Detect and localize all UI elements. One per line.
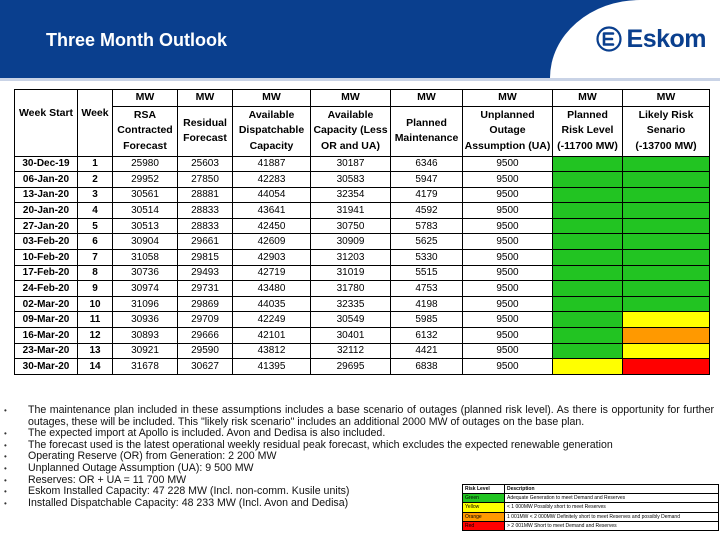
date-cell: 16-Mar-20 <box>15 328 78 344</box>
unit-cell: MW <box>391 90 463 107</box>
date-cell: 09-Mar-20 <box>15 312 78 328</box>
assumption-item: • Installed Dispatchable Capacity: 48 233 MW (Incl. Avon and Dedisa) <box>4 498 464 510</box>
avail_disp-cell: 42101 <box>233 328 311 344</box>
column-header <box>113 106 178 156</box>
residual-cell: 29815 <box>178 250 233 266</box>
unit-cell: MW <box>553 90 623 107</box>
avail_disp-cell: 42450 <box>233 218 311 234</box>
table-row <box>15 296 710 312</box>
column-header-line: Week <box>81 107 109 119</box>
ua-cell: 9500 <box>463 172 553 188</box>
planned-cell: 5985 <box>391 312 463 328</box>
date-cell: 03-Feb-20 <box>15 234 78 250</box>
header-banner <box>0 0 720 78</box>
planned-risk-cell <box>553 312 623 328</box>
avail_disp-cell: 43641 <box>233 203 311 219</box>
week-cell: 9 <box>78 281 113 297</box>
unit-cell: MW <box>311 90 391 107</box>
table-row <box>15 281 710 297</box>
table-row <box>15 203 710 219</box>
avail_disp-cell: 42609 <box>233 234 311 250</box>
column-header <box>553 106 623 156</box>
rsa-cell: 31096 <box>113 296 178 312</box>
residual-cell: 25603 <box>178 156 233 172</box>
risk-legend-table <box>462 484 719 531</box>
ua-cell: 9500 <box>463 218 553 234</box>
likely-risk-cell <box>623 312 710 328</box>
likely-risk-cell <box>623 250 710 266</box>
unit-cell <box>15 90 78 107</box>
column-header-line: Available <box>248 108 295 121</box>
date-cell: 06-Jan-20 <box>15 172 78 188</box>
unit-cell: MW <box>623 90 710 107</box>
column-header <box>463 106 553 156</box>
date-cell: 20-Jan-20 <box>15 203 78 219</box>
column-header-line: Forecast <box>123 139 167 152</box>
residual-cell: 29666 <box>178 328 233 344</box>
column-header-line: Likely Risk <box>638 108 694 121</box>
ua-cell: 9500 <box>463 359 553 375</box>
planned-cell: 6346 <box>391 156 463 172</box>
legend-description-cell: < 1 000MW Possibly short to meet Reserves <box>505 503 719 512</box>
column-header <box>15 106 78 156</box>
column-header-line: Outage <box>489 124 526 137</box>
likely-risk-cell <box>623 296 710 312</box>
column-header <box>178 106 233 156</box>
week-cell: 14 <box>78 359 113 375</box>
column-header-line: Assumption (UA) <box>464 139 551 152</box>
logo-text: Eskom <box>626 24 706 53</box>
avail_disp-cell: 43812 <box>233 343 311 359</box>
planned-cell: 4198 <box>391 296 463 312</box>
likely-risk-cell <box>623 156 710 172</box>
planned-risk-cell <box>553 218 623 234</box>
likely-risk-cell <box>623 328 710 344</box>
table-row <box>15 265 710 281</box>
column-header-line: Planned <box>567 108 608 121</box>
residual-cell: 29661 <box>178 234 233 250</box>
legend-description-cell: Adequate Generation to meet Demand and Reserves <box>505 494 719 503</box>
avail_less-cell: 32335 <box>311 296 391 312</box>
column-header-line: Available <box>327 108 374 121</box>
avail_less-cell: 30401 <box>311 328 391 344</box>
assumption-item: • Eskom Installed Capacity: 47 228 MW (Incl. non-comm. Kusile units) <box>4 486 464 498</box>
table-row <box>15 343 710 359</box>
planned-cell: 6132 <box>391 328 463 344</box>
week-cell: 4 <box>78 203 113 219</box>
legend-row <box>463 494 719 503</box>
legend-row <box>463 512 719 521</box>
column-header <box>233 106 311 156</box>
column-header <box>78 106 113 156</box>
rsa-cell: 30561 <box>113 187 178 203</box>
unit-cell: MW <box>233 90 311 107</box>
table-row <box>15 359 710 375</box>
date-cell: 02-Mar-20 <box>15 296 78 312</box>
residual-cell: 29869 <box>178 296 233 312</box>
assumption-item: • The maintenance plan included in these assumptions includes a base scenario of outages (planned risk level). As there is opportunity for further outages, these will be included. This "likely risk scenario" includes an additional 2000 MW of outages on the base plan. <box>4 405 714 428</box>
residual-cell: 29493 <box>178 265 233 281</box>
eskom-logo <box>596 24 706 54</box>
planned-risk-cell <box>553 187 623 203</box>
residual-cell: 28881 <box>178 187 233 203</box>
ua-cell: 9500 <box>463 234 553 250</box>
rsa-cell: 30904 <box>113 234 178 250</box>
likely-risk-cell <box>623 265 710 281</box>
legend-level-cell: Green <box>463 494 505 503</box>
legend-level-cell: Orange <box>463 512 505 521</box>
rsa-cell: 30513 <box>113 218 178 234</box>
week-cell: 6 <box>78 234 113 250</box>
planned-risk-cell <box>553 234 623 250</box>
avail_less-cell: 29695 <box>311 359 391 375</box>
column-header-line: Risk Level <box>561 124 614 137</box>
planned-risk-cell <box>553 296 623 312</box>
ua-cell: 9500 <box>463 250 553 266</box>
outlook-table <box>14 89 710 375</box>
header-row <box>15 106 710 156</box>
date-cell: 23-Mar-20 <box>15 343 78 359</box>
unit-cell: MW <box>113 90 178 107</box>
week-cell: 10 <box>78 296 113 312</box>
avail_less-cell: 30187 <box>311 156 391 172</box>
legend-row <box>463 521 719 530</box>
planned-risk-cell <box>553 328 623 344</box>
planned-risk-cell <box>553 156 623 172</box>
ua-cell: 9500 <box>463 156 553 172</box>
planned-cell: 4753 <box>391 281 463 297</box>
column-header-line: Capacity (Less <box>313 124 388 137</box>
outlook-table-container <box>14 89 709 375</box>
planned-risk-cell <box>553 250 623 266</box>
rsa-cell: 25980 <box>113 156 178 172</box>
likely-risk-cell <box>623 343 710 359</box>
legend-header-cell: Description <box>505 485 719 494</box>
unit-cell: MW <box>178 90 233 107</box>
planned-cell: 4179 <box>391 187 463 203</box>
avail_disp-cell: 42903 <box>233 250 311 266</box>
date-cell: 10-Feb-20 <box>15 250 78 266</box>
column-header-line: Contracted <box>117 124 173 137</box>
residual-cell: 29590 <box>178 343 233 359</box>
week-cell: 2 <box>78 172 113 188</box>
column-header-line: (-13700 MW) <box>635 139 697 152</box>
column-header-line: Capacity <box>249 139 294 152</box>
unit-cell: MW <box>463 90 553 107</box>
ua-cell: 9500 <box>463 187 553 203</box>
planned-risk-cell <box>553 343 623 359</box>
column-header-line: Residual <box>183 116 227 129</box>
avail_disp-cell: 41887 <box>233 156 311 172</box>
likely-risk-cell <box>623 203 710 219</box>
avail_disp-cell: 44054 <box>233 187 311 203</box>
residual-cell: 27850 <box>178 172 233 188</box>
ua-cell: 9500 <box>463 265 553 281</box>
planned-cell: 4421 <box>391 343 463 359</box>
column-header <box>311 106 391 156</box>
date-cell: 13-Jan-20 <box>15 187 78 203</box>
likely-risk-cell <box>623 281 710 297</box>
date-cell: 24-Feb-20 <box>15 281 78 297</box>
planned-risk-cell <box>553 203 623 219</box>
legend-level-cell: Yellow <box>463 503 505 512</box>
assumption-item: • The expected import at Apollo is included. Avon and Dedisa is also included. <box>4 428 714 440</box>
column-header <box>623 106 710 156</box>
avail_disp-cell: 42249 <box>233 312 311 328</box>
rsa-cell: 30974 <box>113 281 178 297</box>
legend-description-cell: 1 001MW < 2 000MW Definitely short to meet Reserves and possibly Demand <box>505 512 719 521</box>
table-row <box>15 250 710 266</box>
planned-cell: 5783 <box>391 218 463 234</box>
column-header-line: Unplanned <box>480 108 535 121</box>
avail_less-cell: 31780 <box>311 281 391 297</box>
avail_disp-cell: 41395 <box>233 359 311 375</box>
avail_less-cell: 31941 <box>311 203 391 219</box>
likely-risk-cell <box>623 234 710 250</box>
planned-risk-cell <box>553 265 623 281</box>
date-cell: 30-Mar-20 <box>15 359 78 375</box>
planned-cell: 5515 <box>391 265 463 281</box>
rsa-cell: 31058 <box>113 250 178 266</box>
column-header-line: (-11700 MW) <box>557 139 618 152</box>
ua-cell: 9500 <box>463 203 553 219</box>
rsa-cell: 29952 <box>113 172 178 188</box>
planned-cell: 4592 <box>391 203 463 219</box>
avail_disp-cell: 42283 <box>233 172 311 188</box>
planned-risk-cell <box>553 359 623 375</box>
ua-cell: 9500 <box>463 281 553 297</box>
week-cell: 12 <box>78 328 113 344</box>
residual-cell: 30627 <box>178 359 233 375</box>
table-row <box>15 328 710 344</box>
unit-cell <box>78 90 113 107</box>
table-row <box>15 234 710 250</box>
week-cell: 3 <box>78 187 113 203</box>
likely-risk-cell <box>623 218 710 234</box>
residual-cell: 29709 <box>178 312 233 328</box>
legend-header-cell: Risk Level <box>463 485 505 494</box>
residual-cell: 28833 <box>178 218 233 234</box>
ua-cell: 9500 <box>463 296 553 312</box>
date-cell: 17-Feb-20 <box>15 265 78 281</box>
avail_less-cell: 31019 <box>311 265 391 281</box>
planned-cell: 5330 <box>391 250 463 266</box>
assumption-item: • The forecast used is the latest operational weekly residual peak forecast, which excludes the expected renewable generation <box>4 440 714 452</box>
likely-risk-cell <box>623 359 710 375</box>
page-title: Three Month Outlook <box>46 30 227 50</box>
table-header <box>15 90 710 157</box>
date-cell: 30-Dec-19 <box>15 156 78 172</box>
planned-cell: 5947 <box>391 172 463 188</box>
column-header-line: Planned <box>406 116 447 129</box>
residual-cell: 29731 <box>178 281 233 297</box>
legend-row <box>463 503 719 512</box>
column-header-line: Week Start <box>18 107 74 119</box>
rsa-cell: 30921 <box>113 343 178 359</box>
table-body <box>15 156 710 374</box>
header-divider <box>0 78 720 81</box>
column-header <box>391 106 463 156</box>
avail_less-cell: 31203 <box>311 250 391 266</box>
planned-risk-cell <box>553 281 623 297</box>
planned-risk-cell <box>553 172 623 188</box>
avail_less-cell: 30549 <box>311 312 391 328</box>
date-cell: 27-Jan-20 <box>15 218 78 234</box>
avail_disp-cell: 44035 <box>233 296 311 312</box>
column-header-line: Dispatchable <box>238 124 305 137</box>
table-row <box>15 172 710 188</box>
week-cell: 7 <box>78 250 113 266</box>
ua-cell: 9500 <box>463 343 553 359</box>
avail_disp-cell: 43480 <box>233 281 311 297</box>
ua-cell: 9500 <box>463 328 553 344</box>
legend-level-cell: Red <box>463 521 505 530</box>
column-header-line: Forecast <box>183 132 227 144</box>
rsa-cell: 30736 <box>113 265 178 281</box>
column-header-line: OR and UA) <box>321 139 380 152</box>
avail_less-cell: 30750 <box>311 218 391 234</box>
assumption-item: • Reserves: OR + UA = 11 700 MW <box>4 475 464 487</box>
rsa-cell: 30514 <box>113 203 178 219</box>
assumption-item: • Unplanned Outage Assumption (UA): 9 500 MW <box>4 463 464 475</box>
planned-cell: 6838 <box>391 359 463 375</box>
column-header-line: Maintenance <box>394 132 459 144</box>
rsa-cell: 30936 <box>113 312 178 328</box>
residual-cell: 28833 <box>178 203 233 219</box>
likely-risk-cell <box>623 187 710 203</box>
avail_disp-cell: 42719 <box>233 265 311 281</box>
legend-description-cell: > 2 001MW Short to meet Demand and Reserves <box>505 521 719 530</box>
table-row <box>15 156 710 172</box>
likely-risk-cell <box>623 172 710 188</box>
week-cell: 8 <box>78 265 113 281</box>
legend-header-row <box>463 485 719 494</box>
week-cell: 5 <box>78 218 113 234</box>
rsa-cell: 30893 <box>113 328 178 344</box>
ua-cell: 9500 <box>463 312 553 328</box>
avail_less-cell: 32112 <box>311 343 391 359</box>
unit-row <box>15 90 710 107</box>
column-header-line: RSA <box>133 108 157 121</box>
avail_less-cell: 30583 <box>311 172 391 188</box>
table-row <box>15 312 710 328</box>
column-header-line: Senario <box>646 124 686 137</box>
rsa-cell: 31678 <box>113 359 178 375</box>
week-cell: 11 <box>78 312 113 328</box>
avail_less-cell: 30909 <box>311 234 391 250</box>
table-row <box>15 187 710 203</box>
table-row <box>15 218 710 234</box>
week-cell: 1 <box>78 156 113 172</box>
week-cell: 13 <box>78 343 113 359</box>
eskom-emblem-icon <box>596 26 622 52</box>
assumption-item: • Operating Reserve (OR) from Generation: 2 200 MW <box>4 451 464 463</box>
planned-cell: 5625 <box>391 234 463 250</box>
avail_less-cell: 32354 <box>311 187 391 203</box>
